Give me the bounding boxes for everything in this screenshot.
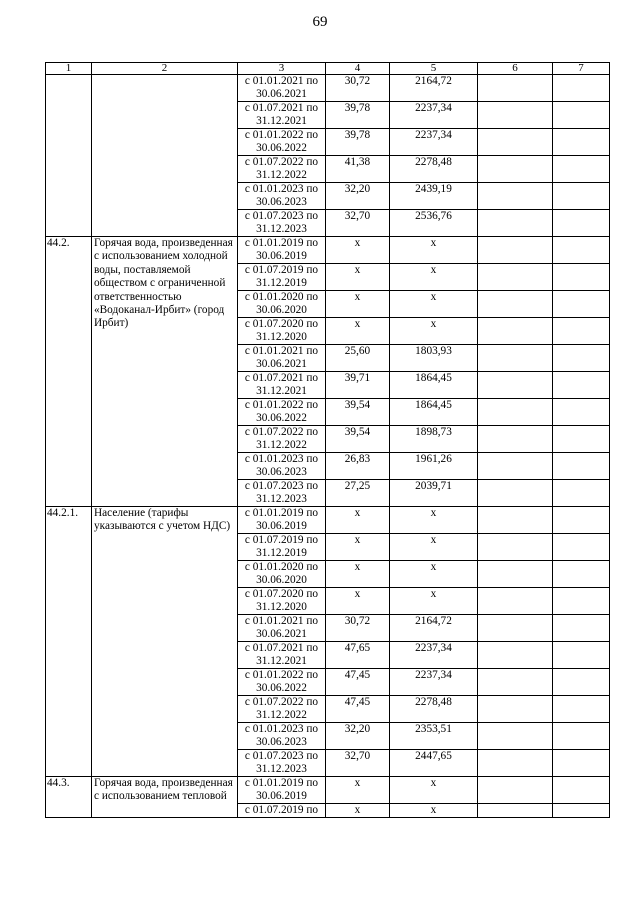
period-cell: с 01.07.2021 по 31.12.2021: [238, 642, 326, 669]
empty-cell: [553, 264, 610, 291]
rate-cell: х: [326, 291, 390, 318]
period-cell: с 01.01.2023 по 30.06.2023: [238, 723, 326, 750]
period-cell: с 01.01.2022 по 30.06.2022: [238, 399, 326, 426]
item-number: 44.3.: [46, 777, 92, 818]
empty-cell: [553, 345, 610, 372]
empty-cell: [553, 399, 610, 426]
header-cell: 5: [390, 63, 478, 75]
rate-cell: 47,45: [326, 669, 390, 696]
period-cell: с 01.01.2020 по 30.06.2020: [238, 291, 326, 318]
tariff-cell: х: [390, 507, 478, 534]
empty-cell: [553, 183, 610, 210]
empty-cell: [553, 210, 610, 237]
period-cell: с 01.07.2022 по 31.12.2022: [238, 426, 326, 453]
tariff-cell: х: [390, 777, 478, 804]
period-cell: с 01.07.2021 по 31.12.2021: [238, 102, 326, 129]
tariff-cell: х: [390, 588, 478, 615]
period-cell: с 01.07.2022 по 31.12.2022: [238, 156, 326, 183]
empty-cell: [553, 804, 610, 818]
period-cell: с 01.01.2023 по 30.06.2023: [238, 453, 326, 480]
tariff-cell: 2237,34: [390, 129, 478, 156]
rate-cell: 39,78: [326, 129, 390, 156]
empty-cell: [478, 453, 553, 480]
empty-cell: [478, 399, 553, 426]
empty-cell: [553, 561, 610, 588]
empty-cell: [553, 777, 610, 804]
tariff-cell: 2278,48: [390, 696, 478, 723]
tariff-cell: 1864,45: [390, 399, 478, 426]
rate-cell: 39,54: [326, 426, 390, 453]
empty-cell: [553, 75, 610, 102]
tariff-cell: 2447,65: [390, 750, 478, 777]
empty-cell: [478, 480, 553, 507]
rate-cell: 41,38: [326, 156, 390, 183]
rate-cell: 27,25: [326, 480, 390, 507]
item-name: Горячая вода, произведенная с использованием тепловой: [92, 777, 238, 818]
period-cell: с 01.07.2023 по 31.12.2023: [238, 750, 326, 777]
empty-cell: [478, 615, 553, 642]
period-cell: с 01.07.2019 по 31.12.2019: [238, 264, 326, 291]
empty-cell: [478, 642, 553, 669]
rate-cell: 32,70: [326, 210, 390, 237]
empty-cell: [478, 534, 553, 561]
header-cell: 3: [238, 63, 326, 75]
item-number: [46, 75, 92, 237]
rate-cell: х: [326, 588, 390, 615]
empty-cell: [478, 723, 553, 750]
period-cell: с 01.01.2019 по 30.06.2019: [238, 237, 326, 264]
item-name: Население (тарифы указываются с учетом НДС): [92, 507, 238, 777]
empty-cell: [553, 696, 610, 723]
header-cell: 7: [553, 63, 610, 75]
empty-cell: [553, 318, 610, 345]
tariff-cell: 2353,51: [390, 723, 478, 750]
header-cell: 1: [46, 63, 92, 75]
period-cell: с 01.07.2020 по 31.12.2020: [238, 318, 326, 345]
empty-cell: [553, 588, 610, 615]
empty-cell: [478, 588, 553, 615]
period-cell: с 01.01.2023 по 30.06.2023: [238, 183, 326, 210]
tariff-cell: 2237,34: [390, 669, 478, 696]
tariff-cell: 2039,71: [390, 480, 478, 507]
period-cell: с 01.07.2023 по 31.12.2023: [238, 480, 326, 507]
rate-cell: 32,70: [326, 750, 390, 777]
tariff-cell: х: [390, 534, 478, 561]
tariff-cell: х: [390, 291, 478, 318]
empty-cell: [478, 156, 553, 183]
period-cell: с 01.01.2021 по 30.06.2021: [238, 615, 326, 642]
empty-cell: [478, 210, 553, 237]
empty-cell: [553, 156, 610, 183]
empty-cell: [478, 696, 553, 723]
empty-cell: [553, 507, 610, 534]
tariff-cell: 2439,19: [390, 183, 478, 210]
tariff-cell: х: [390, 237, 478, 264]
rate-cell: х: [326, 237, 390, 264]
tariff-cell: 1898,73: [390, 426, 478, 453]
empty-cell: [478, 183, 553, 210]
header-row: [46, 63, 610, 75]
rate-cell: х: [326, 318, 390, 345]
empty-cell: [478, 264, 553, 291]
period-cell: с 01.07.2021 по 31.12.2021: [238, 372, 326, 399]
empty-cell: [478, 237, 553, 264]
empty-cell: [478, 129, 553, 156]
period-cell: с 01.01.2021 по 30.06.2021: [238, 75, 326, 102]
header-cell: 2: [92, 63, 238, 75]
period-cell: с 01.01.2022 по 30.06.2022: [238, 129, 326, 156]
tariff-cell: 2536,76: [390, 210, 478, 237]
rate-cell: 39,78: [326, 102, 390, 129]
empty-cell: [478, 318, 553, 345]
empty-cell: [478, 372, 553, 399]
item-name: [92, 75, 238, 237]
empty-cell: [478, 507, 553, 534]
tariff-cell: 2278,48: [390, 156, 478, 183]
empty-cell: [478, 750, 553, 777]
rate-cell: 25,60: [326, 345, 390, 372]
table-row: [46, 507, 610, 534]
rate-cell: 26,83: [326, 453, 390, 480]
empty-cell: [478, 669, 553, 696]
tariff-cell: 2164,72: [390, 615, 478, 642]
tariff-cell: х: [390, 804, 478, 818]
tariff-cell: х: [390, 561, 478, 588]
rate-cell: 30,72: [326, 615, 390, 642]
rate-cell: х: [326, 507, 390, 534]
rate-cell: 47,45: [326, 696, 390, 723]
tariff-cell: 2237,34: [390, 102, 478, 129]
empty-cell: [553, 723, 610, 750]
period-cell: с 01.01.2022 по 30.06.2022: [238, 669, 326, 696]
period-cell: с 01.07.2020 по 31.12.2020: [238, 588, 326, 615]
table-row: [46, 237, 610, 264]
empty-cell: [553, 372, 610, 399]
tariff-cell: х: [390, 264, 478, 291]
empty-cell: [553, 453, 610, 480]
empty-cell: [553, 642, 610, 669]
rate-cell: х: [326, 804, 390, 818]
table-row: [46, 75, 610, 102]
item-name: Горячая вода, произведенная с использованием холодной воды, поставляемой обществом с ограниченной ответственностью «Водоканал-Ирбит» (город Ирбит): [92, 237, 238, 507]
table-row: [46, 777, 610, 804]
empty-cell: [478, 804, 553, 818]
tariff-cell: 1803,93: [390, 345, 478, 372]
rate-cell: 30,72: [326, 75, 390, 102]
empty-cell: [478, 426, 553, 453]
empty-cell: [553, 129, 610, 156]
rate-cell: х: [326, 534, 390, 561]
empty-cell: [478, 561, 553, 588]
empty-cell: [478, 777, 553, 804]
period-cell: с 01.01.2019 по 30.06.2019: [238, 777, 326, 804]
period-cell: с 01.07.2019 по: [238, 804, 326, 818]
rate-cell: 39,54: [326, 399, 390, 426]
empty-cell: [553, 480, 610, 507]
period-cell: с 01.07.2023 по 31.12.2023: [238, 210, 326, 237]
rate-cell: х: [326, 777, 390, 804]
tariff-cell: 1864,45: [390, 372, 478, 399]
header-cell: 4: [326, 63, 390, 75]
empty-cell: [478, 102, 553, 129]
tariff-cell: х: [390, 318, 478, 345]
empty-cell: [553, 291, 610, 318]
rate-cell: 32,20: [326, 183, 390, 210]
item-number: 44.2.1.: [46, 507, 92, 777]
header-cell: 6: [478, 63, 553, 75]
empty-cell: [478, 291, 553, 318]
empty-cell: [478, 345, 553, 372]
empty-cell: [553, 615, 610, 642]
page-number: 69: [312, 14, 328, 30]
period-cell: с 01.01.2020 по 30.06.2020: [238, 561, 326, 588]
period-cell: с 01.01.2019 по 30.06.2019: [238, 507, 326, 534]
period-cell: с 01.07.2022 по 31.12.2022: [238, 696, 326, 723]
empty-cell: [553, 426, 610, 453]
empty-cell: [553, 102, 610, 129]
empty-cell: [553, 669, 610, 696]
tariff-cell: 1961,26: [390, 453, 478, 480]
empty-cell: [553, 237, 610, 264]
tariff-table: [45, 62, 610, 818]
rate-cell: 47,65: [326, 642, 390, 669]
tariff-cell: 2237,34: [390, 642, 478, 669]
rate-cell: х: [326, 561, 390, 588]
tariff-cell: 2164,72: [390, 75, 478, 102]
rate-cell: 39,71: [326, 372, 390, 399]
empty-cell: [553, 750, 610, 777]
item-number: 44.2.: [46, 237, 92, 507]
period-cell: с 01.01.2021 по 30.06.2021: [238, 345, 326, 372]
empty-cell: [478, 75, 553, 102]
rate-cell: х: [326, 264, 390, 291]
rate-cell: 32,20: [326, 723, 390, 750]
empty-cell: [553, 534, 610, 561]
period-cell: с 01.07.2019 по 31.12.2019: [238, 534, 326, 561]
